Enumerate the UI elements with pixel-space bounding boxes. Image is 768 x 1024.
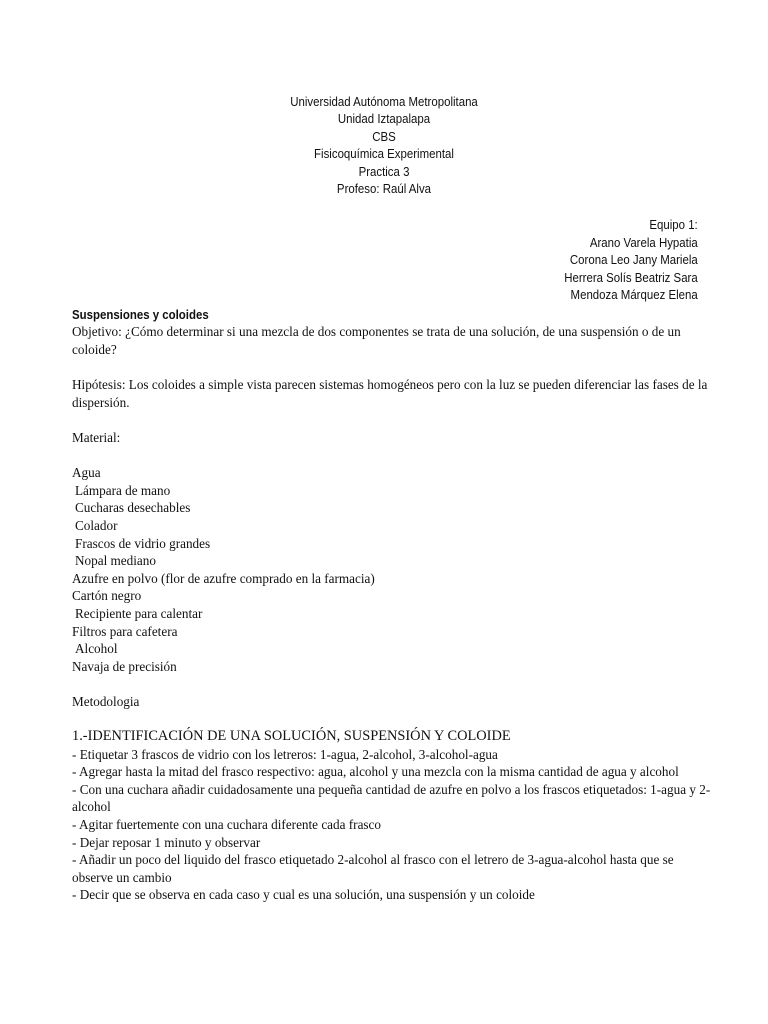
step-item: - Con una cuchara añadir cuidadosamente una pequeña cantidad de azufre en polvo a los frascos etiquetados: 1-agua y 2-alcohol [72,781,711,815]
professor-name: Profeso: Raúl Alva [336,181,432,197]
material-item: Azufre en polvo (flor de azufre comprado en la farmacia) [72,570,375,586]
step-item: - Añadir un poco del liquido del frasco etiquetado 2-alcohol al frasco con el letrero de 3-agua-alcohol hasta que se observe un cambio [72,852,674,885]
methodology-label: Metodologia [72,693,140,709]
team-member: Corona Leo Jany Mariela [570,252,698,268]
course-name: Fisicoquímica Experimental [314,146,454,162]
material-item: Filtros para cafetera [72,623,178,639]
document-body [72,306,712,904]
step-item: - Agregar hasta la mitad del frasco respectivo: agua, alcohol y una mezcla con la misma cantidad de agua y alcohol [72,764,679,780]
objective-paragraph: Objetivo: ¿Cómo determinar si una mezcla de dos componentes se trata de una solución, de una suspensión o de un coloide? [72,324,681,357]
team-block [564,216,698,304]
material-item: Agua [72,465,101,481]
unit-name: Unidad Iztapalapa [337,111,431,127]
step1-title: 1.-IDENTIFICACIÓN DE UNA SOLUCIÓN, SUSPENSIÓN Y COLOIDE [72,728,511,745]
material-label: Material: [72,429,121,445]
material-item: Lámpara de mano [75,482,171,498]
material-item: Alcohol [75,641,118,657]
step-item: - Dejar reposar 1 minuto y observar [72,834,261,850]
document-header [46,93,722,197]
material-item: Recipiente para calentar [75,605,203,621]
team-member: Arano Varela Hypatia [590,234,698,250]
material-item: Colador [75,517,118,533]
section-title: Suspensiones y coloides [72,307,209,322]
material-item: Nopal mediano [75,553,156,569]
division-name: CBS [372,128,396,144]
step-item: - Agitar fuertemente con una cuchara diferente cada frasco [72,817,381,833]
practice-number: Practica 3 [358,163,410,179]
team-member: Herrera Solís Beatriz Sara [564,269,698,285]
step-item: - Decir que se observa en cada caso y cual es una solución, una suspensión y un coloide [72,887,535,903]
steps-list [72,746,712,904]
team-label: Equipo 1: [649,217,698,232]
material-item: Cartón negro [72,588,142,604]
material-item: Cucharas desechables [75,500,191,516]
university-name: Universidad Autónoma Metropolitana [290,94,478,109]
material-item: Navaja de precisión [72,658,177,674]
team-member: Mendoza Márquez Elena [570,287,698,303]
hypothesis-paragraph: Hipótesis: Los coloides a simple vista parecen sistemas homogéneos pero con la luz se pueden diferenciar las fases de la dispersión. [72,377,708,410]
materials-list [72,464,712,675]
material-item: Frascos de vidrio grandes [75,535,211,551]
step-item: - Etiquetar 3 frascos de vidrio con los letreros: 1-agua, 2-alcohol, 3-alcohol-agua [72,746,498,762]
